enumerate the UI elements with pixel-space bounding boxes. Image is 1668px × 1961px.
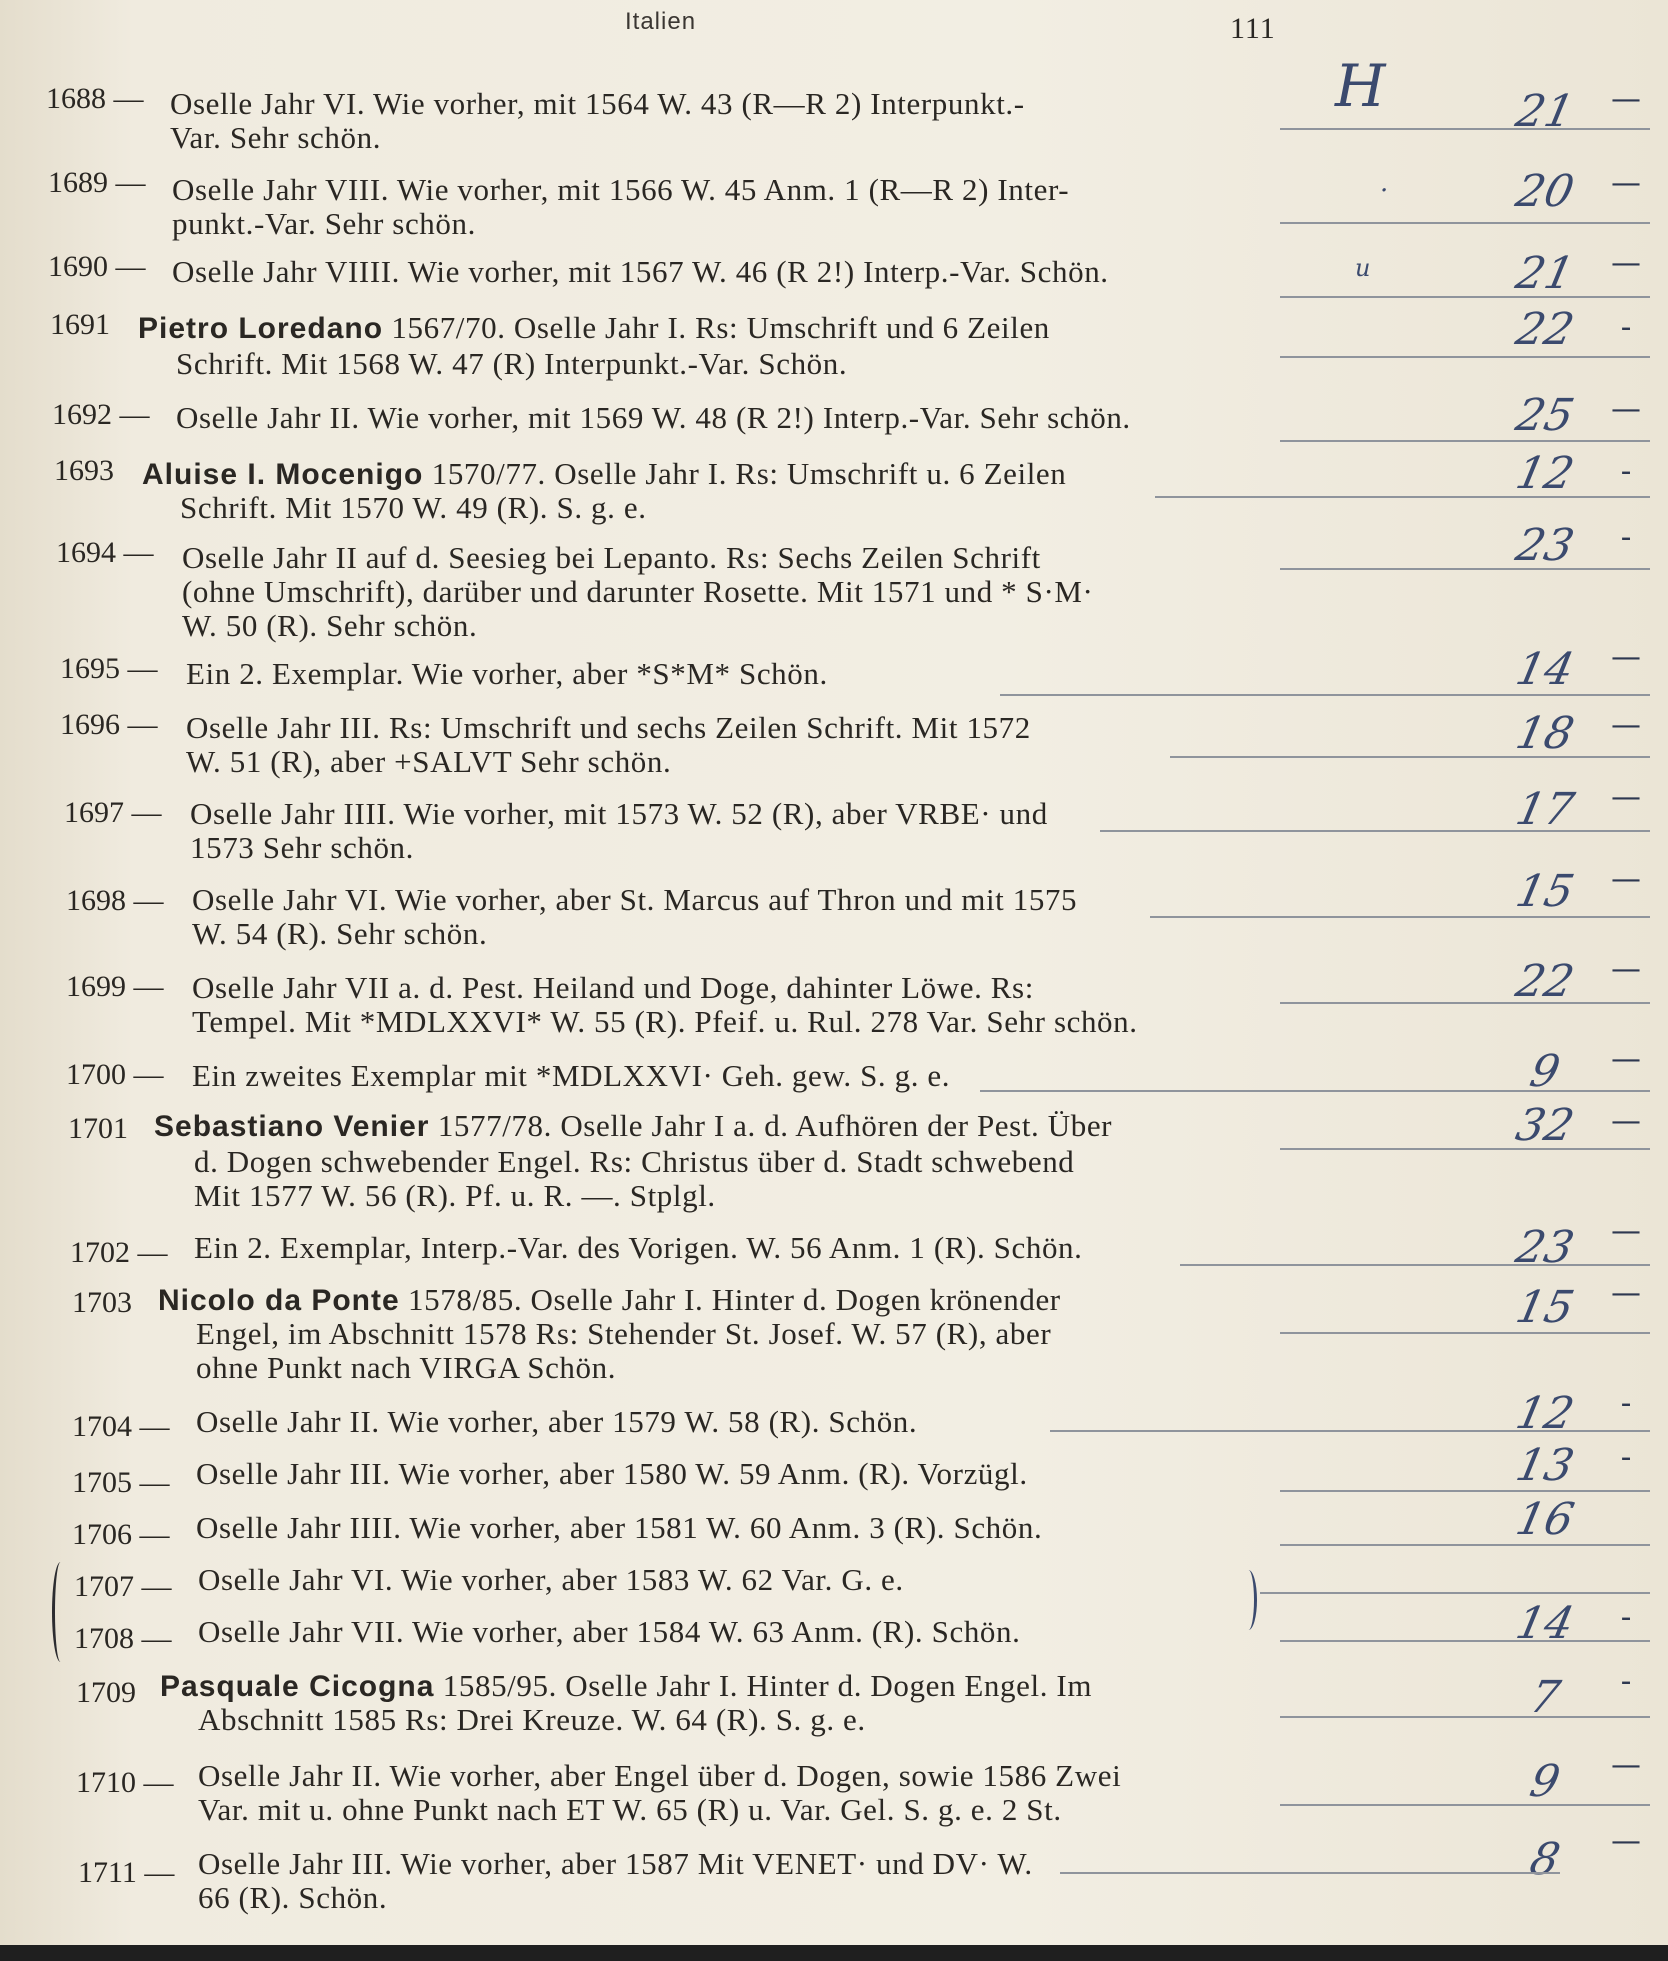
lot-number: 1706 — bbox=[72, 1518, 170, 1551]
entry-text: Var. Sehr schön. bbox=[170, 120, 382, 155]
status-mark: — bbox=[1611, 1042, 1641, 1077]
entry-text: W. 54 (R). Sehr schön. bbox=[192, 916, 488, 951]
entry-text: Oselle Jahr VI. Wie vorher, aber St. Marcus auf Thron und mit 1575 bbox=[192, 882, 1078, 917]
status-mark: — bbox=[1611, 82, 1641, 117]
status-mark: — bbox=[1611, 708, 1641, 743]
ruled-line bbox=[1155, 496, 1650, 498]
price-handwritten: 13 bbox=[1511, 1440, 1579, 1491]
lot-number: 1711 — bbox=[78, 1856, 175, 1889]
lot-number: 1707 — bbox=[74, 1570, 172, 1603]
status-mark: — bbox=[1611, 780, 1641, 815]
ruled-line bbox=[1280, 1544, 1650, 1546]
pencil-annotation: H bbox=[1335, 52, 1386, 120]
ruled-line bbox=[1280, 356, 1650, 358]
pencil-bracket-mark bbox=[1240, 1570, 1257, 1630]
price-handwritten: 18 bbox=[1511, 708, 1579, 759]
lot-number: 1697 — bbox=[64, 796, 162, 829]
ruled-line bbox=[1280, 568, 1650, 570]
entry-text bbox=[160, 1668, 1092, 1704]
ruled-line bbox=[1280, 128, 1650, 130]
entry-text: Oselle Jahr II auf d. Seesieg bei Lepanto. Rs: Sechs Zeilen Schrift bbox=[182, 540, 1041, 575]
entry-text: Oselle Jahr VII a. d. Pest. Heiland und Doge, dahinter Löwe. Rs: bbox=[192, 970, 1034, 1005]
status-mark: — bbox=[1611, 246, 1641, 281]
entry-text: Oselle Jahr VIIII. Wie vorher, mit 1567 W. 46 (R 2!) Interp.-Var. Schön. bbox=[172, 254, 1109, 289]
entry-text: ohne Punkt nach VIRGA Schön. bbox=[196, 1350, 617, 1385]
price-handwritten: 9 bbox=[1525, 1756, 1565, 1807]
status-mark: - bbox=[1620, 1600, 1632, 1635]
status-mark: - bbox=[1620, 454, 1632, 489]
ruled-line bbox=[1170, 756, 1650, 758]
ruled-line bbox=[1260, 1592, 1650, 1594]
entry-text: Tempel. Mit *MDLXXVI* W. 55 (R). Pfeif. u. Rul. 278 Var. Sehr schön. bbox=[192, 1004, 1138, 1039]
entry-text: Ein zweites Exemplar mit *MDLXXVI· Geh. gew. S. g. e. bbox=[192, 1058, 951, 1093]
entry-text: Oselle Jahr IIII. Wie vorher, mit 1573 W. 52 (R), aber VRBE· und bbox=[190, 796, 1048, 831]
price-handwritten: 23 bbox=[1511, 520, 1579, 571]
status-mark: — bbox=[1611, 862, 1641, 897]
lot-number: 1696 — bbox=[60, 708, 158, 741]
entry-text: Oselle Jahr III. Rs: Umschrift und sechs Zeilen Schrift. Mit 1572 bbox=[186, 710, 1031, 745]
entry-text: (ohne Umschrift), darüber und darunter Rosette. Mit 1571 und * S·M· bbox=[182, 574, 1094, 609]
entry-text bbox=[138, 310, 1050, 346]
ruled-line bbox=[1180, 1264, 1650, 1266]
price-handwritten: 22 bbox=[1511, 956, 1579, 1007]
lot-number: 1694 — bbox=[56, 536, 154, 569]
lot-number: 1704 — bbox=[72, 1410, 170, 1443]
ruled-line bbox=[1280, 1716, 1650, 1718]
lot-number: 1705 — bbox=[72, 1466, 170, 1499]
entry-text: Schrift. Mit 1570 W. 49 (R). S. g. e. bbox=[180, 490, 647, 525]
lot-number: 1700 — bbox=[66, 1058, 164, 1091]
entry-text: Oselle Jahr II. Wie vorher, aber 1579 W. 58 (R). Schön. bbox=[196, 1404, 918, 1439]
entry-text bbox=[158, 1282, 1061, 1318]
lot-number: 1692 — bbox=[52, 398, 150, 431]
lot-number: 1691 bbox=[50, 308, 110, 341]
status-mark: - bbox=[1620, 310, 1632, 345]
lot-number: 1701 bbox=[68, 1112, 128, 1145]
entry-text: Engel, im Abschnitt 1578 Rs: Stehender St. Josef. W. 57 (R), aber bbox=[196, 1316, 1052, 1351]
bracket-mark bbox=[52, 1562, 69, 1662]
lot-number: 1699 — bbox=[66, 970, 164, 1003]
ruled-line bbox=[1060, 1872, 1560, 1874]
price-handwritten: 8 bbox=[1525, 1834, 1565, 1885]
price-handwritten: 21 bbox=[1511, 86, 1579, 137]
status-mark: — bbox=[1611, 1276, 1641, 1311]
ruled-line bbox=[980, 1090, 1650, 1092]
ruled-line bbox=[1280, 296, 1650, 298]
ruled-line bbox=[1280, 1332, 1650, 1334]
price-handwritten: 7 bbox=[1525, 1672, 1565, 1723]
page-number: 111 bbox=[1230, 12, 1276, 45]
lot-number: 1702 — bbox=[70, 1236, 168, 1269]
ruled-line bbox=[1280, 1640, 1650, 1642]
price-handwritten: 22 bbox=[1511, 304, 1579, 355]
entry-text: Schrift. Mit 1568 W. 47 (R) Interpunkt.-Var. Schön. bbox=[176, 346, 848, 381]
entry-text: Ein 2. Exemplar, Interp.-Var. des Vorigen. W. 56 Anm. 1 (R). Schön. bbox=[194, 1230, 1083, 1265]
entry-text: d. Dogen schwebender Engel. Rs: Christus über d. Stadt schwebend bbox=[194, 1144, 1075, 1179]
lot-number: 1693 bbox=[54, 454, 114, 487]
entry-text: Ein 2. Exemplar. Wie vorher, aber *S*M* Schön. bbox=[186, 656, 828, 691]
ruled-line bbox=[1280, 1148, 1650, 1150]
ruled-line bbox=[1000, 694, 1650, 696]
doge-name: Sebastiano Venier bbox=[154, 1110, 430, 1143]
ruled-line bbox=[1100, 830, 1650, 832]
price-handwritten: 25 bbox=[1511, 390, 1579, 441]
entry-text bbox=[142, 456, 1066, 492]
ruled-line bbox=[1050, 1430, 1650, 1432]
ruled-line bbox=[1280, 1490, 1650, 1492]
entry-text: Oselle Jahr IIII. Wie vorher, aber 1581 W. 60 Anm. 3 (R). Schön. bbox=[196, 1510, 1043, 1545]
ruled-line bbox=[1280, 222, 1650, 224]
running-header: Italien bbox=[625, 8, 697, 35]
entry-text: Oselle Jahr III. Wie vorher, aber 1587 Mit VENET· und DV· W. bbox=[198, 1846, 1033, 1881]
lot-number: 1698 — bbox=[66, 884, 164, 917]
page-bottom-edge bbox=[0, 1945, 1668, 1961]
entry-text: Oselle Jahr III. Wie vorher, aber 1580 W. 59 Anm. (R). Vorzügl. bbox=[196, 1456, 1028, 1491]
entry-text: Var. mit u. ohne Punkt nach ET W. 65 (R) u. Var. Gel. S. g. e. 2 St. bbox=[198, 1792, 1062, 1827]
entry-text: Mit 1577 W. 56 (R). Pf. u. R. —. Stplgl. bbox=[194, 1178, 716, 1213]
price-handwritten: 12 bbox=[1511, 448, 1579, 499]
entry-text-continued: 1577/78. Oselle Jahr I a. d. Aufhören der Pest. Über bbox=[437, 1108, 1113, 1143]
status-mark: — bbox=[1611, 1214, 1641, 1249]
pencil-annotation: u bbox=[1355, 254, 1371, 282]
ruled-line bbox=[1280, 1002, 1650, 1004]
entry-text: Oselle Jahr VIII. Wie vorher, mit 1566 W. 45 Anm. 1 (R—R 2) Inter- bbox=[172, 172, 1070, 207]
lot-number: 1709 bbox=[76, 1676, 136, 1709]
lot-number: 1708 — bbox=[74, 1622, 172, 1655]
price-handwritten: 32 bbox=[1511, 1100, 1579, 1151]
entry-text: Oselle Jahr VI. Wie vorher, aber 1583 W. 62 Var. G. e. bbox=[198, 1562, 904, 1597]
entry-text: Oselle Jahr VII. Wie vorher, aber 1584 W. 63 Anm. (R). Schön. bbox=[198, 1614, 1021, 1649]
entry-text: W. 50 (R). Sehr schön. bbox=[182, 608, 478, 643]
doge-name: Pasquale Cicogna bbox=[160, 1670, 435, 1703]
price-handwritten: 12 bbox=[1511, 1388, 1579, 1439]
price-handwritten: 16 bbox=[1511, 1494, 1579, 1545]
price-handwritten: 21 bbox=[1511, 248, 1579, 299]
lot-number: 1690 — bbox=[48, 250, 146, 283]
doge-name: Pietro Loredano bbox=[138, 312, 384, 345]
status-mark: - bbox=[1620, 1664, 1632, 1699]
doge-name: Aluise I. Mocenigo bbox=[142, 458, 424, 491]
status-mark: — bbox=[1611, 1824, 1641, 1859]
entry-text: Abschnitt 1585 Rs: Drei Kreuze. W. 64 (R). S. g. e. bbox=[198, 1702, 866, 1737]
price-handwritten: 20 bbox=[1511, 166, 1579, 217]
lot-number: 1703 bbox=[72, 1286, 132, 1319]
price-handwritten: 15 bbox=[1511, 866, 1579, 917]
entry-text-continued: 1585/95. Oselle Jahr I. Hinter d. Dogen Engel. Im bbox=[442, 1668, 1093, 1703]
status-mark: — bbox=[1611, 1104, 1641, 1139]
entry-text-continued: 1570/77. Oselle Jahr I. Rs: Umschrift u. 6 Zeilen bbox=[431, 456, 1067, 491]
status-mark: — bbox=[1611, 952, 1641, 987]
status-mark: - bbox=[1620, 1440, 1632, 1475]
status-mark: — bbox=[1611, 392, 1641, 427]
entry-text-continued: 1567/70. Oselle Jahr I. Rs: Umschrift und 6 Zeilen bbox=[391, 310, 1050, 345]
entry-text: 66 (R). Schön. bbox=[198, 1880, 388, 1915]
price-handwritten: 9 bbox=[1525, 1046, 1565, 1097]
entry-text: punkt.-Var. Sehr schön. bbox=[172, 206, 476, 241]
lot-number: 1710 — bbox=[76, 1766, 174, 1799]
doge-name: Nicolo da Ponte bbox=[158, 1284, 400, 1317]
status-mark: — bbox=[1611, 1748, 1641, 1783]
price-handwritten: 17 bbox=[1511, 784, 1579, 835]
lot-number: 1695 — bbox=[60, 652, 158, 685]
status-mark: - bbox=[1620, 1386, 1632, 1421]
price-handwritten: 14 bbox=[1511, 644, 1579, 695]
price-handwritten: 15 bbox=[1511, 1282, 1579, 1333]
price-handwritten: 23 bbox=[1511, 1222, 1579, 1273]
price-handwritten: 14 bbox=[1511, 1598, 1579, 1649]
entry-text: Oselle Jahr VI. Wie vorher, mit 1564 W. 43 (R—R 2) Interpunkt.- bbox=[170, 86, 1025, 121]
entry-text: Oselle Jahr II. Wie vorher, mit 1569 W. 48 (R 2!) Interp.-Var. Sehr schön. bbox=[176, 400, 1131, 435]
ruled-line bbox=[1150, 916, 1650, 918]
entry-text: Oselle Jahr II. Wie vorher, aber Engel über d. Dogen, sowie 1586 Zwei bbox=[198, 1758, 1122, 1793]
entry-text: W. 51 (R), aber +SALVT Sehr schön. bbox=[186, 744, 672, 779]
status-mark: - bbox=[1620, 520, 1632, 555]
entry-text-continued: 1578/85. Oselle Jahr I. Hinter d. Dogen krönender bbox=[408, 1282, 1061, 1317]
pencil-annotation: · bbox=[1380, 176, 1389, 206]
lot-number: 1688 — bbox=[46, 82, 144, 115]
status-mark: — bbox=[1611, 166, 1641, 201]
ruled-line bbox=[1280, 440, 1650, 442]
entry-text bbox=[154, 1108, 1112, 1144]
entry-text: 1573 Sehr schön. bbox=[190, 830, 414, 865]
ruled-line bbox=[1280, 1804, 1650, 1806]
status-mark: — bbox=[1611, 640, 1641, 675]
lot-number: 1689 — bbox=[48, 166, 146, 199]
